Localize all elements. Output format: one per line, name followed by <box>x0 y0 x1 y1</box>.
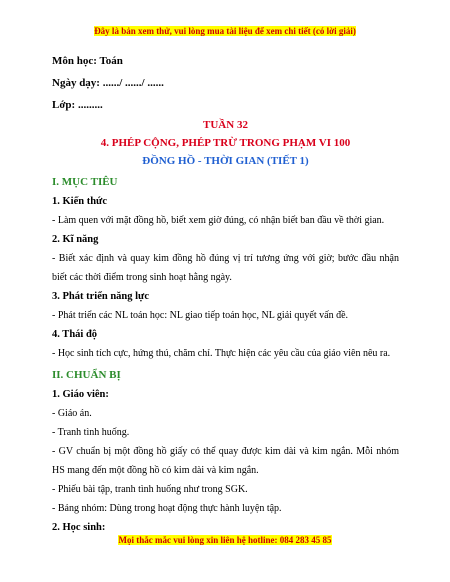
preview-banner-text: Đây là bản xem thử, vui lòng mua tài liệu để xem chi tiết (có lời giải) <box>94 26 356 36</box>
teacher-item: - Bảng nhóm: Dùng trong hoạt động thực hành luyện tập. <box>52 503 282 514</box>
section-objectives-title: I. MỤC TIÊU <box>52 176 118 188</box>
meta-subject: Môn học: Toán <box>52 55 123 67</box>
knowledge-heading: 1. Kiến thức <box>52 196 108 207</box>
skills-text: - Biết xác định và quay kim đồng hồ đúng vị trí tương ứng với giờ; bước đầu nhận biết các thời điểm trong sinh hoạt hằng ngày. <box>52 253 399 283</box>
meta-date: Ngày dạy: ....../ ....../ ...... <box>52 77 164 89</box>
teacher-item: - Giáo án. <box>52 408 92 419</box>
competency-heading: 3. Phát triển năng lực <box>52 291 150 302</box>
attitude-text: - Học sinh tích cực, hứng thú, chăm chỉ. Thực hiện các yêu cầu của giáo viên nêu ra. <box>52 348 391 359</box>
topic-title: ĐỒNG HỒ - THỜI GIAN (TIẾT 1) <box>142 155 309 167</box>
competency-text: - Phát triển các NL toán học: NL giao tiếp toán học, NL giải quyết vấn đề. <box>52 310 349 321</box>
teacher-item: - Tranh tình huống. <box>52 427 130 438</box>
teacher-item: - Phiếu bài tập, tranh tình huống như trong SGK. <box>52 484 248 495</box>
section-preparation-title: II. CHUẨN BỊ <box>52 369 121 381</box>
knowledge-text: - Làm quen với mặt đồng hồ, biết xem giờ đúng, có nhận biết ban đầu về thời gian. <box>52 215 385 226</box>
teacher-item: - GV chuẩn bị một đồng hồ giấy có thể quay được kim dài và kim ngắn. Mỗi nhóm HS mang đến một đồng hồ có kim dài và kim ngắn. <box>52 446 399 476</box>
meta-class: Lớp: ......... <box>52 99 103 111</box>
teacher-heading: 1. Giáo viên: <box>52 389 109 400</box>
hotline-banner-text: Mọi thắc mắc vui lòng xin liên hệ hotline: 084 283 45 85 <box>118 535 332 545</box>
week-title: TUẦN 32 <box>203 119 248 131</box>
skills-heading: 2. Kĩ năng <box>52 234 99 245</box>
hotline-banner <box>0 535 450 545</box>
lesson-title: 4. PHÉP CỘNG, PHÉP TRỪ TRONG PHẠM VI 100 <box>100 137 351 149</box>
student-heading: 2. Học sinh: <box>52 522 106 533</box>
preview-banner <box>0 26 450 36</box>
attitude-heading: 4. Thái độ <box>52 329 98 340</box>
lesson-plan-content <box>52 50 399 537</box>
